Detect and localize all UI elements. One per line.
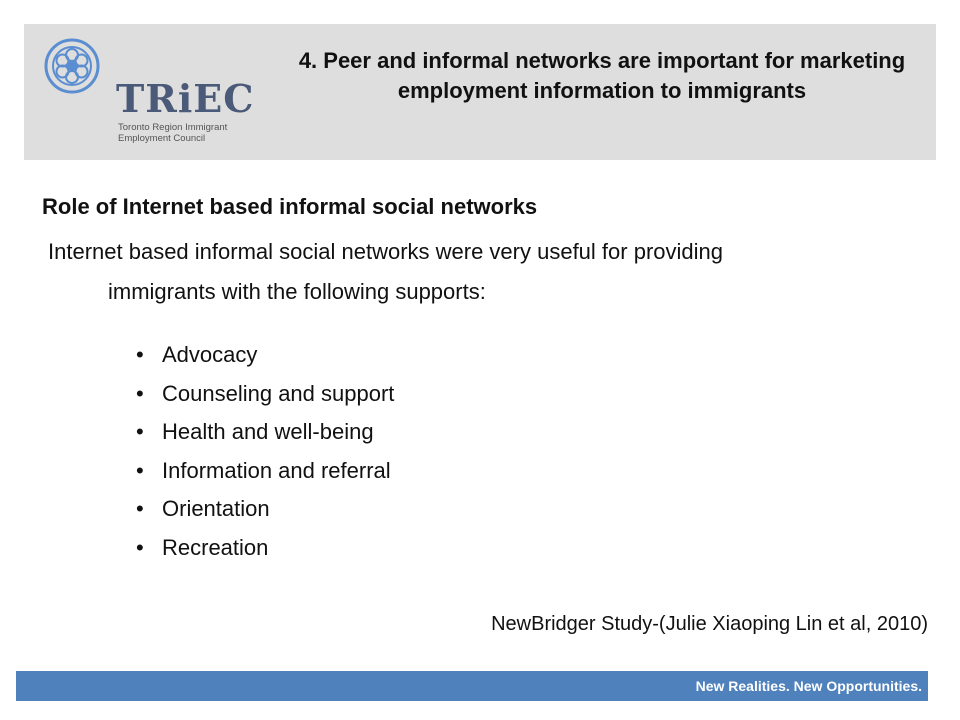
list-item [136,490,394,529]
bullet-icon: • [136,496,144,521]
list-item [136,375,394,414]
bullet-icon: • [136,534,144,560]
list-item-label: Information and referral [162,457,391,483]
bullet-icon: • [136,419,144,444]
list-item [136,336,394,375]
section-heading: Role of Internet based informal social networks [42,194,538,219]
logo-wordmark: TRiEC [116,76,255,121]
list-item-label: Health and well-being [162,419,374,444]
supports-list [136,336,394,567]
bullet-icon: • [136,380,144,406]
flower-emblem-icon [44,38,100,94]
intro-line-1: Internet based informal social networks were very useful for providing [48,239,723,264]
list-item [136,413,394,452]
list-item-label: Orientation [162,496,270,521]
intro-paragraph [48,232,928,312]
footer-tagline: New Realities. New Opportunities. [695,678,922,694]
slide-title: 4. Peer and informal networks are important for marketing employment information to immigrants [298,48,906,103]
logo-subtitle-line2: Employment Council [118,133,206,144]
bullet-icon: • [136,457,144,483]
list-item-label: Counseling and support [162,380,395,406]
triec-logo [44,38,274,148]
list-item-label: Recreation [162,534,269,560]
logo-subtitle-line1: Toronto Region Immigrant [118,122,228,133]
list-item [136,452,394,491]
logo-subtitle [118,122,288,144]
list-item-label: Advocacy [162,342,258,367]
footer-bar [16,671,928,701]
bullet-icon: • [136,342,144,367]
intro-line-2: immigrants with the following supports: [108,279,486,304]
list-item [136,529,394,568]
citation: NewBridger Study-(Julie Xiaoping Lin et al, 2010) [491,613,928,635]
slide-header [24,24,936,160]
